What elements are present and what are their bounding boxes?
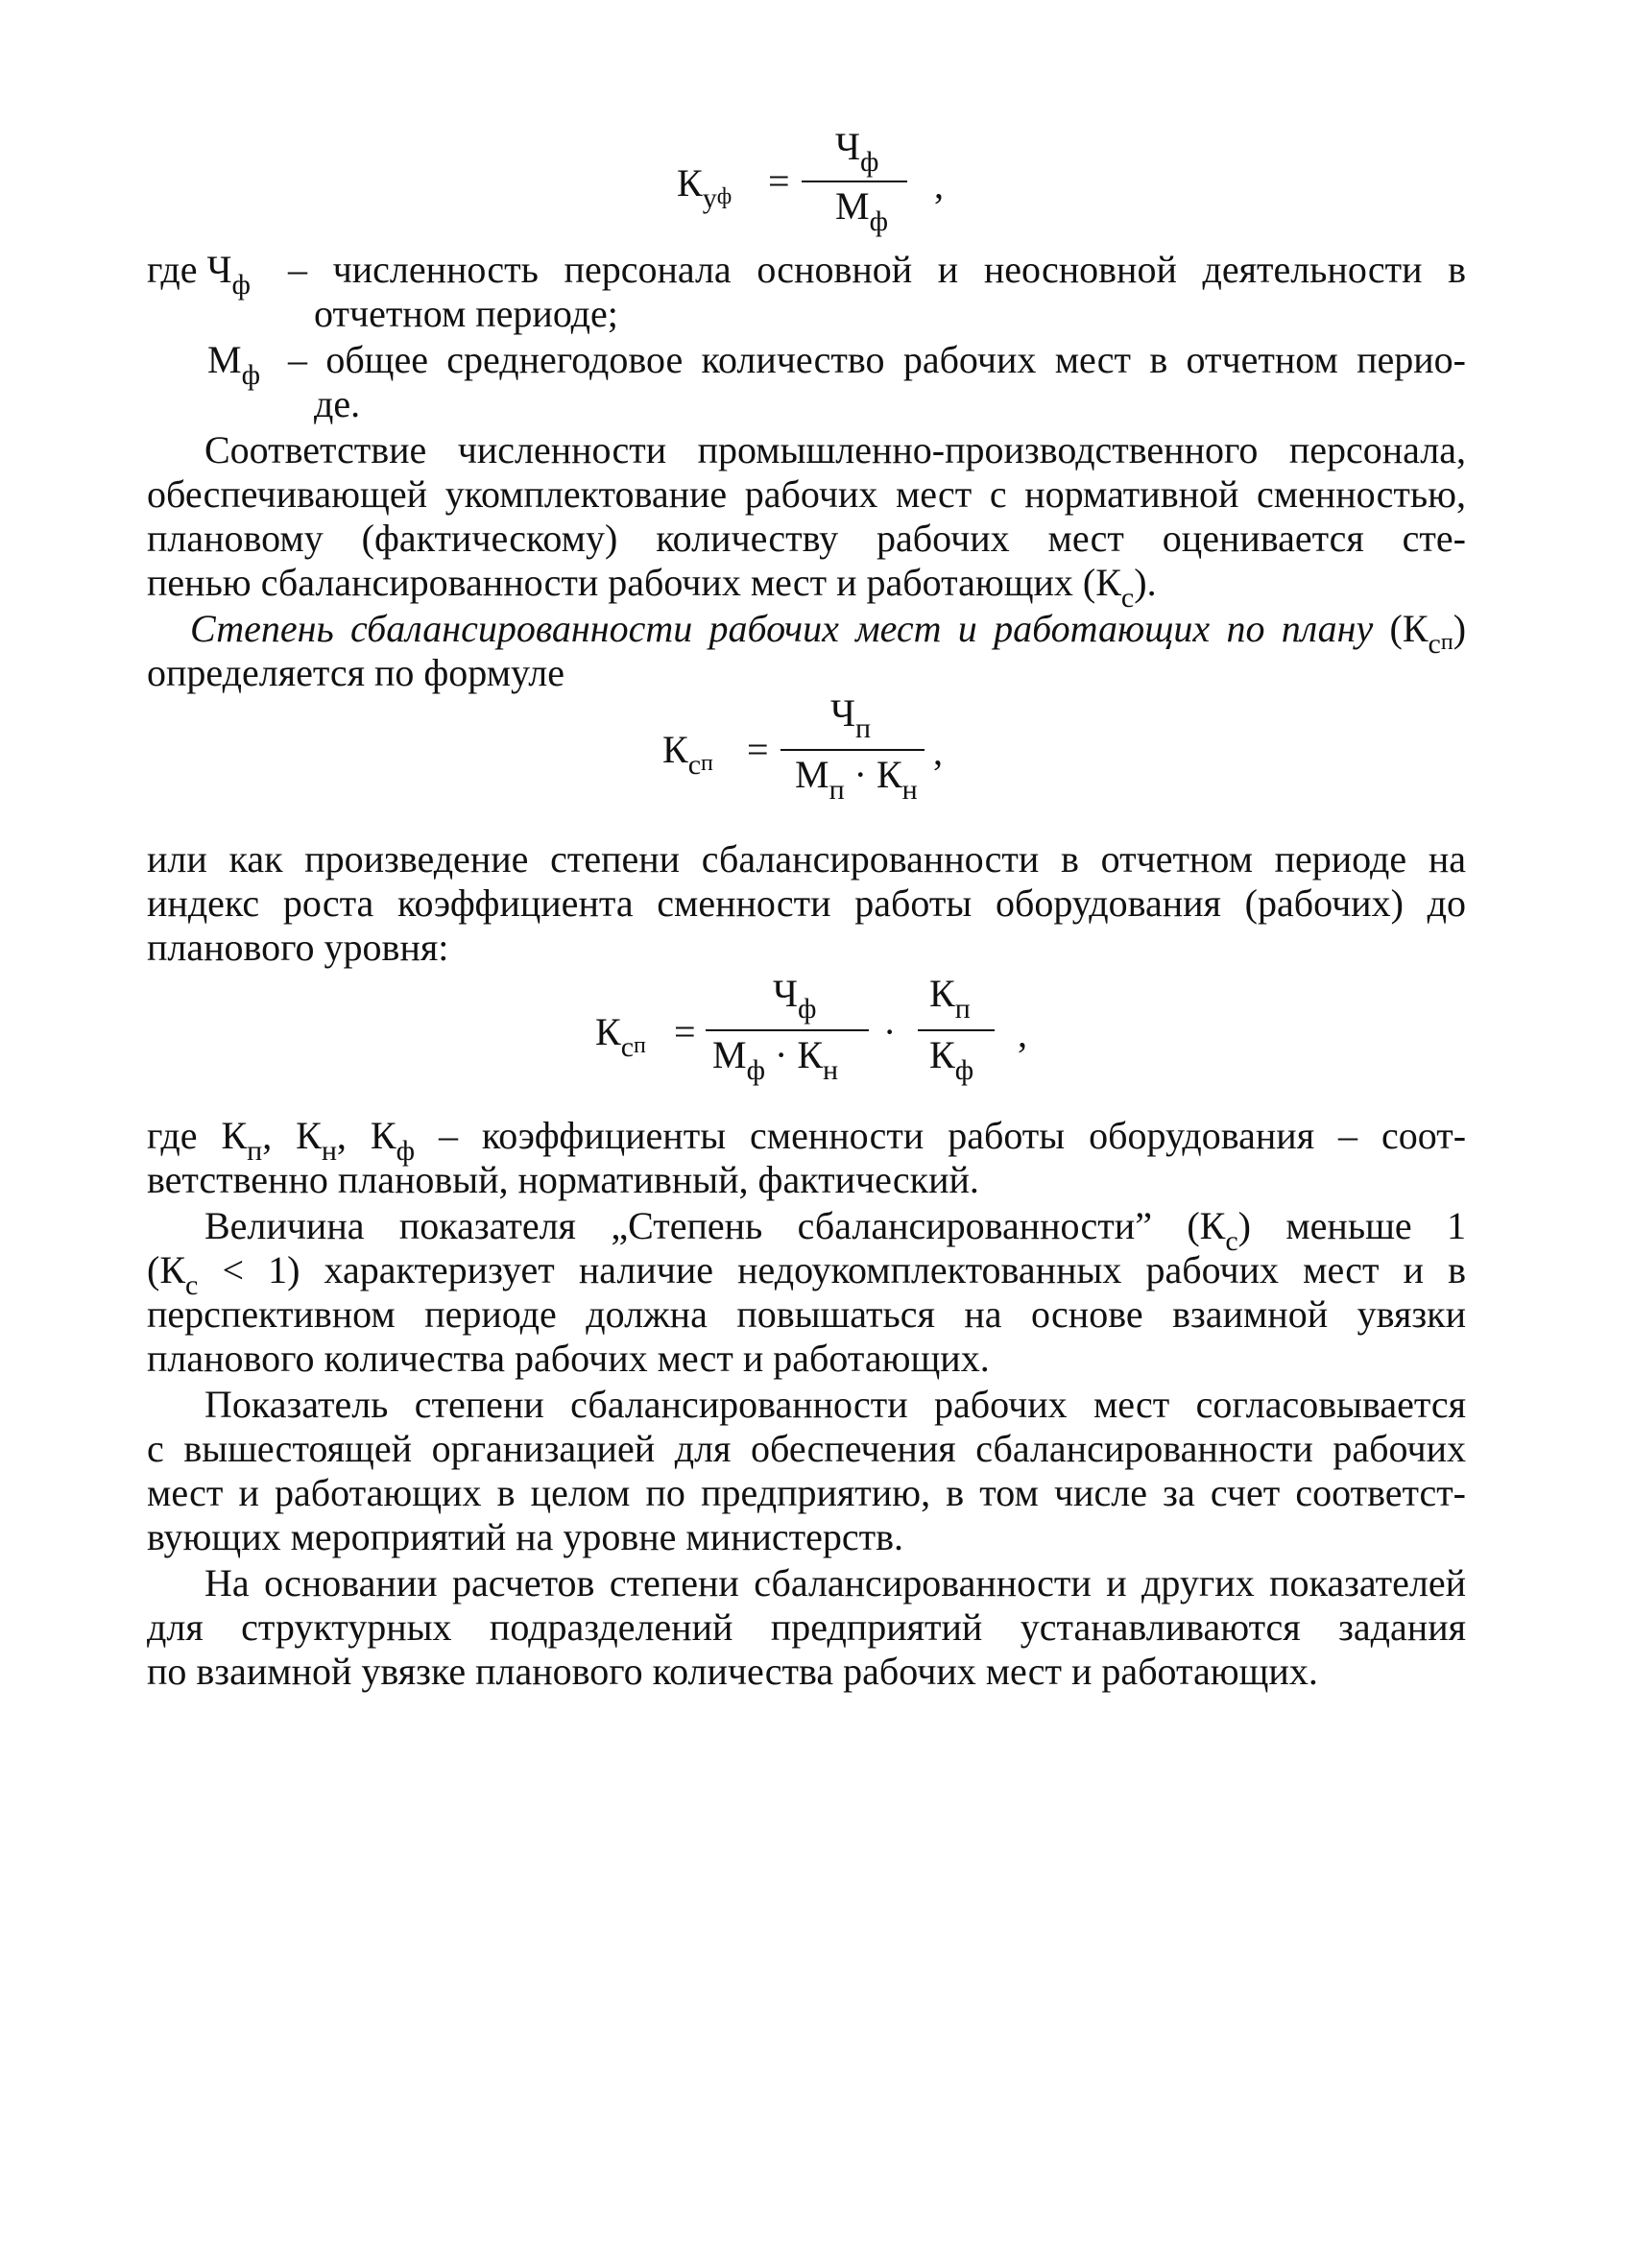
numerator: $Ч_п$	[830, 691, 872, 744]
para7-line2: для структурных подразделений предприятий устанавливаются задания	[147, 1605, 1466, 1649]
equals-sign: =	[768, 159, 790, 203]
para4-line1: где $К_п$, $К_н$, $К_ф$ – коэффициенты сменности работы оборудования – соот-	[147, 1114, 1467, 1167]
formula-ksp-product	[595, 970, 1046, 1095]
fraction-bar-1	[706, 1029, 869, 1031]
para3-line3: планового уровня:	[147, 926, 449, 969]
numerator-1: $Ч_ф$	[773, 972, 817, 1025]
para5-line2: $(К_с < 1)$ характеризует наличие недоукомплектованных рабочих мест и в	[147, 1248, 1466, 1301]
para5-line4: планового количества рабочих мест и работающих.	[147, 1337, 990, 1380]
para5-line1: Величина показателя „Степень сбалансированности” $(К_с)$ меньше 1	[204, 1204, 1466, 1257]
para1-line3: плановому (фактическому) количеству рабочих мест оценивается сте-	[147, 517, 1466, 560]
denominator: $М_ф$	[835, 184, 889, 237]
formula-lhs: $К_{уф}$	[677, 161, 732, 214]
definition-chf-text2: отчетном периоде;	[314, 292, 618, 335]
para5-line3: перспективном периоде должна повышаться на основе взаимной увязки	[147, 1292, 1466, 1336]
definition-mf-text2: де.	[314, 382, 361, 425]
fraction-bar	[802, 181, 907, 182]
equals-sign: =	[674, 1010, 696, 1053]
para2-line2: определяется по формуле	[147, 651, 564, 694]
denominator: $М_п \cdot К_н$	[795, 753, 918, 806]
numerator-2: $К_п$	[929, 972, 971, 1025]
para4-line2: ветственно плановый, нормативный, фактический.	[147, 1158, 979, 1201]
equals-sign: =	[747, 728, 769, 771]
fraction-bar-2	[918, 1029, 995, 1031]
para6-line1: Показатель степени сбалансированности рабочих мест согласовывается	[204, 1383, 1466, 1426]
comma: ,	[1018, 1012, 1027, 1055]
multiply-dot: ·	[883, 1010, 897, 1053]
denominator-1: $М_ф \cdot К_н$	[712, 1033, 839, 1086]
comma: ,	[933, 730, 943, 773]
formula-kuf	[677, 125, 965, 240]
para7-line1: На основании расчетов степени сбалансированности и других показателей	[204, 1561, 1466, 1604]
symbol-chf: $Ч_ф$	[206, 248, 251, 301]
definition-mf-text1: – общее среднегодовое количество рабочих мест в отчетном перио-	[288, 338, 1466, 381]
formula-ksp-plan	[662, 691, 970, 816]
comma: ,	[934, 163, 944, 206]
para7-line3: по взаимной увязке планового количества рабочих мест и работающих.	[147, 1650, 1318, 1693]
definition-chf-text1: – численность персонала основной и неосновной деятельности в	[288, 248, 1466, 291]
para6-line2: с вышестоящей организацией для обеспечения сбалансированности рабочих	[147, 1427, 1466, 1470]
symbol-mf: $М_ф$	[207, 338, 261, 391]
numerator: $Ч_ф$	[835, 125, 879, 178]
para3-line2: индекс роста коэффициента сменности работы оборудования (рабочих) до	[147, 881, 1466, 925]
para6-line3: мест и работающих в целом по предприятию, в том числе за счет соответст-	[147, 1471, 1466, 1514]
para3-line1: или как произведение степени сбалансированности в отчетном периоде на	[147, 837, 1466, 881]
definition-chf-line1: где $Ч_ф$	[147, 248, 251, 301]
para1-line2: обеспечивающей укомплектование рабочих мест с нормативной сменностью,	[147, 472, 1466, 516]
fraction-bar	[780, 749, 925, 751]
formula-lhs: $К_{сп}$	[662, 728, 713, 781]
para1-line1: Соответствие численности промышленно-производственного персонала,	[204, 428, 1466, 471]
para2-line1: Степень сбалансированности рабочих мест и работающих по плану $(К_{сп})$	[190, 607, 1467, 660]
para1-line4: пенью сбалансированности рабочих мест и работающих $(К_с)$.	[147, 561, 1157, 614]
para6-line4: вующих мероприятий на уровне министерств.	[147, 1515, 904, 1558]
denominator-2: $К_ф$	[929, 1033, 974, 1086]
formula-lhs: $К_{сп}$	[595, 1010, 646, 1063]
